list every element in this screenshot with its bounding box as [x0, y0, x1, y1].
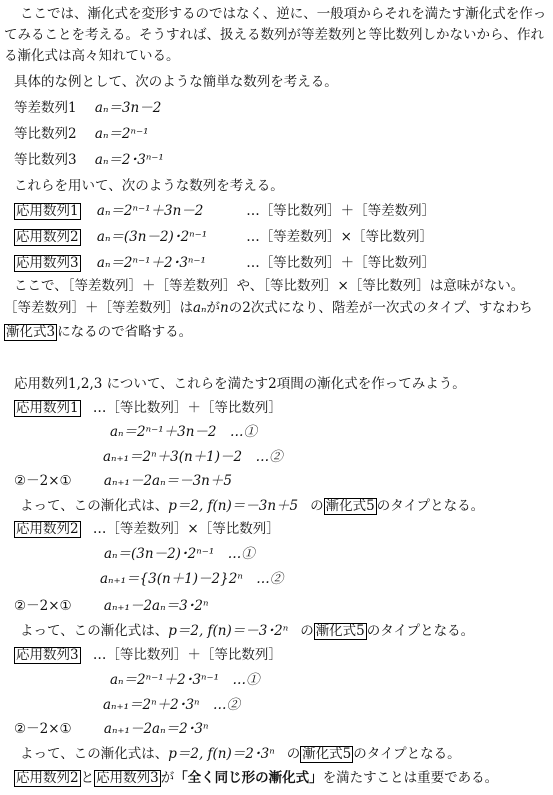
block3-eq2: aₙ₊₁＝2ⁿ＋2･3ⁿ …②	[103, 697, 241, 713]
block3-diff: aₙ₊₁－2aₙ＝2･3ⁿ	[103, 721, 209, 737]
conclusion-text: よって、この漸化式は、	[20, 498, 169, 514]
applied-seq-label: 応用数列3	[16, 255, 79, 271]
block2-comment: …［等差数列］×［等比数列］	[92, 521, 280, 537]
block3-conclusion	[20, 744, 461, 764]
block1-conclusion	[20, 496, 484, 516]
applied-seq-comment: …［等差数列］×［等比数列］	[246, 229, 433, 245]
block3-op: ②－2×①	[14, 721, 72, 737]
intro-line-2: てみることを考える。そうすれば、扱える数列が等差数列と等比数列しかないから、作れ	[4, 27, 544, 43]
applied-seq-comment: …［等比数列］＋［等比数列］	[246, 255, 436, 271]
conclusion-text: のタイプとなる。	[353, 746, 461, 762]
applied-seq-comment: …［等比数列］＋［等差数列］	[246, 203, 436, 219]
final-text: と	[80, 770, 95, 786]
conclusion-text: のタイプとなる。	[366, 623, 475, 639]
applied-seq-3-box: 応用数列3	[96, 770, 159, 786]
base-seq-formula: aₙ＝3n－2	[94, 100, 162, 116]
applied-seq-label: 応用数列1	[16, 203, 79, 219]
note-math: n	[220, 300, 229, 316]
section2-intro: 応用数列1,2,3 について、これらを満たす2項間の漸化式を作ってみよう。	[14, 376, 466, 392]
lead-text: これらを用いて、次のような数列を考える。	[14, 178, 284, 194]
applied-seq-2-box: 応用数列2	[16, 770, 79, 786]
block1-label: 応用数列1	[16, 400, 79, 416]
conclusion-text: の	[310, 498, 324, 514]
block2-eq2: aₙ₊₁＝{3(n＋1)－2}2ⁿ …②	[100, 571, 284, 587]
applied-seq-formula: aₙ＝2ⁿ⁻¹＋3n－2	[96, 203, 204, 219]
base-seq-formula: aₙ＝2･3ⁿ⁻¹	[94, 152, 164, 168]
intro-line-1: ここでは、漸化式を変形するのではなく、逆に、一般項からそれを満たす漸化式を作っ	[20, 6, 547, 22]
applied-seq-formula: aₙ＝2ⁿ⁻¹＋2･3ⁿ⁻¹	[96, 255, 206, 271]
base-seq-label: 等差数列1	[14, 100, 77, 116]
block2-conclusion	[20, 621, 474, 641]
conclusion-text: よって、この漸化式は、	[20, 746, 169, 762]
applied-seq-3	[14, 253, 435, 273]
applied-seq-1	[14, 201, 435, 221]
block3-eq1: aₙ＝2ⁿ⁻¹＋2･3ⁿ⁻¹ …①	[110, 672, 260, 688]
block1-header	[14, 398, 282, 418]
final-text: を満たすことは重要である。	[322, 770, 499, 786]
base-seq-label: 等比数列3	[14, 152, 77, 168]
applied-seq-formula: aₙ＝(3n－2)･2ⁿ⁻¹	[96, 229, 208, 245]
block2-diff: aₙ₊₁－2aₙ＝3･2ⁿ	[103, 598, 209, 614]
block3-label: 応用数列3	[16, 647, 79, 663]
block3-comment: …［等比数列］＋［等比数列］	[92, 647, 282, 663]
intro-line-3: る漸化式は高々知れている。	[4, 48, 180, 64]
final-emphasis: 「全く同じ形の漸化式」	[174, 770, 323, 786]
block2-eq1: aₙ＝(3n－2)･2ⁿ⁻¹ …①	[104, 546, 255, 562]
conclusion-text: の	[300, 623, 314, 639]
note-math: aₙ	[193, 300, 207, 316]
note-text: になるので省略する。	[57, 324, 193, 340]
block3-diff-row	[14, 719, 208, 739]
note-text: ［等差数列］＋［等差数列］は	[4, 300, 193, 316]
applied-seq-label: 応用数列2	[16, 229, 79, 245]
conclusion-math: p＝2, f(n)＝－3･2ⁿ	[168, 623, 289, 639]
conclusion-math: p＝2, f(n)＝－3n＋5	[168, 498, 299, 514]
final-text: が	[160, 770, 175, 786]
final-statement	[14, 768, 498, 788]
note-text: の2次式になり、階差が一次式のタイプ、すなわち	[228, 300, 533, 316]
block3-header	[14, 645, 282, 665]
block1-eq2: aₙ₊₁＝2ⁿ＋3(n＋1)－2 …②	[103, 449, 283, 465]
recurrence-box-5: 漸化式5	[302, 746, 352, 762]
conclusion-text: のタイプとなる。	[376, 498, 485, 514]
block2-label: 応用数列2	[16, 521, 79, 537]
conclusion-text: よって、この漸化式は、	[20, 623, 169, 639]
note-line-1: ここで、［等差数列］＋［等差数列］や、［等比数列］×［等比数列］は意味がない。	[14, 278, 525, 294]
block1-diff-row	[14, 471, 232, 491]
recurrence-box-5: 漸化式5	[325, 498, 375, 514]
recurrence-box-3: 漸化式3	[6, 324, 56, 340]
base-seq-2	[14, 124, 149, 144]
block2-op: ②－2×①	[14, 598, 72, 614]
note-line-3	[4, 322, 192, 342]
base-seq-3	[14, 150, 164, 170]
block2-diff-row	[14, 596, 208, 616]
block1-op: ②－2×①	[14, 473, 72, 489]
note-line-2	[4, 298, 533, 318]
intro-line-4: 具体的な例として、次のような簡単な数列を考える。	[14, 74, 338, 90]
base-seq-1	[14, 98, 161, 118]
base-seq-formula: aₙ＝2ⁿ⁻¹	[94, 126, 149, 142]
applied-seq-2	[14, 227, 433, 247]
block1-diff: aₙ₊₁－2aₙ＝－3n＋5	[103, 473, 232, 489]
conclusion-text: の	[286, 746, 301, 762]
conclusion-math: p＝2, f(n)＝2･3ⁿ	[168, 746, 275, 762]
block2-header	[14, 519, 280, 539]
block1-eq1: aₙ＝2ⁿ⁻¹＋3n－2 …①	[110, 424, 257, 440]
note-text: が	[206, 300, 221, 316]
block1-comment: …［等比数列］＋［等比数列］	[92, 400, 282, 416]
recurrence-box-5: 漸化式5	[315, 623, 365, 639]
base-seq-label: 等比数列2	[14, 126, 77, 142]
